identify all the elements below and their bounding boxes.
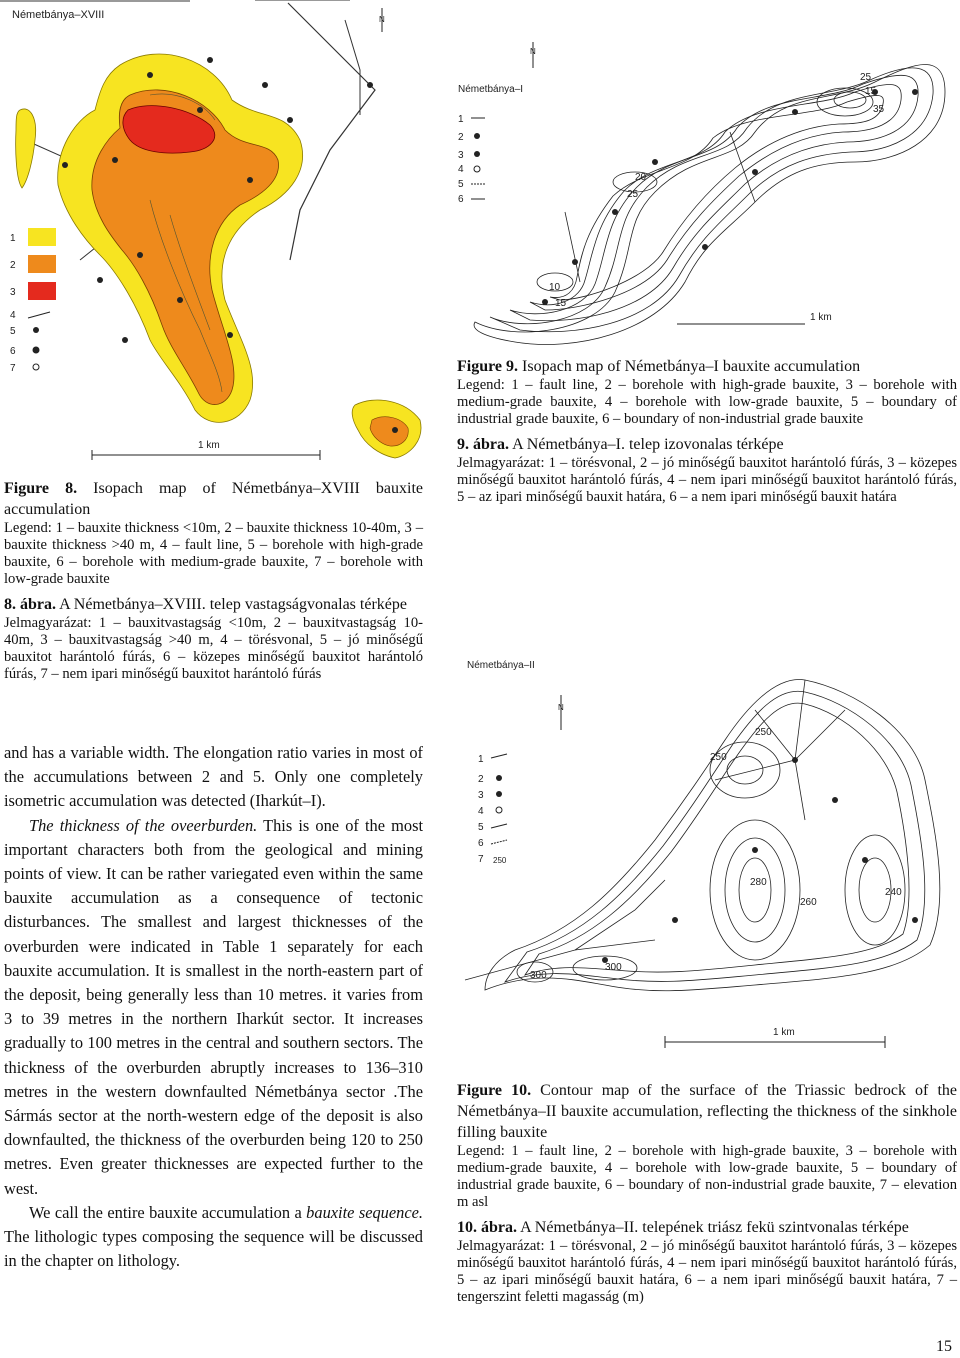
fig8-scale-label: 1 km	[198, 440, 220, 451]
fig10-legend-7: 7	[478, 854, 484, 865]
page-number: 15	[936, 1338, 952, 1355]
fig8-legend-6: 6	[10, 346, 16, 357]
body-paragraph-3	[4, 1201, 423, 1274]
fig8-legend-3: 3	[10, 287, 16, 298]
fig8-caption-label: Figure 8.	[4, 480, 78, 497]
fig10-contour-label: 240	[885, 887, 902, 898]
fig8-legend-5: 5	[10, 326, 16, 337]
fig10-legend-3: 3	[478, 790, 484, 801]
fig10-legend-1: 1	[478, 754, 484, 765]
body-paragraph-2	[4, 814, 423, 1201]
figure9-map	[455, 32, 960, 352]
body-paragraph-3-text-b: The lithologic types composing the sequence will be discussed in the chapter on lithology.	[4, 1227, 423, 1271]
fig8-legend-swatch-3	[28, 282, 56, 300]
fig10-contour-label: 300	[605, 962, 622, 973]
fig10-caption-label: Figure 10.	[457, 1082, 532, 1099]
fig9-caption-legend: Legend: 1 – fault line, 2 – borehole with high-grade bauxite, 3 – borehole with medium-grade bauxite, 4 – borehole with low-grade bauxite, 5 – boundary of industrial grade bauxite, 6 – boundary of non-industrial grade bauxite	[457, 377, 957, 427]
fig9-legend-3: 3	[458, 150, 464, 161]
figure8-map	[0, 0, 430, 470]
fig9-hu-legend: Jelmagyarázat: 1 – törésvonal, 2 – jó minőségű bauxitot harántoló fúrás, 3 – közepes minőségű bauxitot harántoló fúrás, 4 – nem ipari minőségű bauxitot harántoló fúrás, 5 – az ipari minőségű bauxit határa, 6 – a nem ipari minőségű bauxit határa	[457, 455, 957, 505]
fig10-scale-label: 1 km	[773, 1027, 795, 1038]
fig10-hu-legend: Jelmagyarázat: 1 – törésvonal, 2 – jó minőségű bauxitot harántoló fúrás, 3 – közepes minőségű bauxitot harántoló fúrás, 4 – nem ipari minőségű bauxitot harántoló fúrás, 5 – az ipari minőségű bauxit határa, 6 – a nem ipari minőségű bauxit határa, 7 – tengerszint feletti magasság (m)	[457, 1238, 957, 1305]
fig10-legend-5: 5	[478, 822, 484, 833]
fig8-legend-1: 1	[10, 233, 16, 244]
fig10-legend-2: 2	[478, 774, 484, 785]
fig10-contour-label: 300	[530, 970, 547, 981]
fig8-legend-2: 2	[10, 260, 16, 271]
fig9-map-title: Németbánya–I	[458, 84, 524, 95]
body-paragraph-3-text-a: We call the entire bauxite accumulation a	[29, 1202, 307, 1222]
fig9-contour-label: 35	[873, 104, 885, 115]
fig10-legend-4: 4	[478, 806, 484, 817]
fig10-contour-label: 260	[800, 897, 817, 908]
figure10-caption	[457, 1080, 957, 1306]
figure9-caption	[457, 356, 957, 506]
fig9-contour-label: 10	[549, 282, 561, 293]
fig8-caption-title: Isopach map of Németbánya–XVIII bauxite accumulation	[4, 480, 424, 518]
fig10-caption-title: Contour map of the surface of the Triassic bedrock of the Németbánya–II bauxite accumulation, reflecting the thickness of the sinkhole filling bauxite	[457, 1082, 958, 1141]
fig10-map-title: Németbánya–II	[467, 660, 535, 671]
fig9-caption-title: Isopach map of Németbánya–I bauxite accumulation	[518, 358, 861, 375]
body-paragraph-3-term: bauxite sequence.	[306, 1202, 423, 1222]
fig9-contour-label: 15	[555, 298, 567, 309]
body-text	[4, 741, 423, 1273]
fig8-legend-7: 7	[10, 363, 16, 374]
fig9-legend-4: 4	[458, 164, 464, 175]
fig8-hu-label: 8. ábra.	[4, 596, 56, 613]
fig8-north-arrow-icon: N	[379, 15, 385, 24]
fig10-hu-title: A Németbánya–II. telepének triász fekü szintvonalas térképe	[517, 1219, 909, 1236]
fig8-legend-swatch-1	[28, 228, 56, 246]
fig8-hu-legend: Jelmagyarázat: 1 – bauxitvastagság <10m, 2 – bauxitvastagság 10-40m, 3 – bauxitvastagság >40 m, 4 – törésvonal, 5 – jó minőségű bauxitot harántoló fúrás, 6 – közepes minőségű bauxitot harántoló fúrás, 7 – nem ipari minőségű bauxitot harántoló fúrás	[4, 615, 423, 682]
fig9-contour-label: 20	[635, 172, 647, 183]
fig10-contour-label: 280	[750, 877, 767, 888]
fig10-contour-label: 250	[755, 727, 772, 738]
fig8-legend-swatch-2	[28, 255, 56, 273]
fig9-legend-2: 2	[458, 132, 464, 143]
fig10-hu-label: 10. ábra.	[457, 1219, 517, 1236]
body-paragraph-2-heading: The thickness of the oveerburden.	[29, 815, 258, 835]
body-paragraph-1: and has a variable width. The elongation ratio varies in most of the accumulations between 2 and 5. Only one completely isometric accumulation was detected (Iharkút–I).	[4, 743, 423, 811]
fig9-legend-6: 6	[458, 194, 464, 205]
body-paragraph-2-text: This is one of the most important characters both from the geological and mining points of view. It can be rather variegated even within the same bauxite accumulation as a consequence of tectonic disturbances. The smallest and largest thicknesses of the overburden were indicated in Table 1 separately for each bauxite accumulation. It is smallest in the north-eastern part of the deposit, being generally less than 10 metres. it varies from 3 to 39 metres in the northern Iharkút sector. It increases gradually to 100 metres in the central and southern sectors. The thickness of the overburden abruptly increases to 136–310 metres in the western downfaulted Németbánya sector .The Sármás sector at the north-western edge of the deposit is also downfaulted, the thickness of the overburden being 120 to 250 metres. Even greater thicknesses are expected further to the west.	[4, 815, 423, 1198]
fig10-contour-label: 250	[710, 752, 727, 763]
fig9-legend-5: 5	[458, 179, 464, 190]
fig9-hu-title: A Németbánya–I. telep izovonalas térképe	[509, 436, 784, 453]
fig9-caption-label: Figure 9.	[457, 358, 519, 375]
fig10-caption-legend: Legend: 1 – fault line, 2 – borehole with high-grade bauxite, 3 – borehole with medium-grade bauxite, 4 – borehole with low-grade bauxite, 5 – boundary of industrial grade bauxite, 6 – boundary of non-industrial grade bauxite, 7 – elevation m asl	[457, 1143, 957, 1210]
fig10-north-arrow-icon: N	[558, 703, 564, 712]
fig8-legend-4: 4	[10, 310, 16, 321]
fig10-legend-6: 6	[478, 838, 484, 849]
fig9-scale-label: 1 km	[810, 312, 832, 323]
fig9-north-arrow-icon: N	[530, 47, 536, 56]
fig9-contour-label: 15	[865, 86, 877, 97]
fig9-hu-label: 9. ábra.	[457, 436, 509, 453]
fig8-caption-legend: Legend: 1 – bauxite thickness <10m, 2 – bauxite thickness 10-40m, 3 – bauxite thickness >40 m, 4 – fault line, 5 – borehole with high-grade bauxite, 6 – borehole with medium-grade bauxite, 7 – borehole with low-grade bauxite	[4, 520, 423, 587]
fig9-legend-1: 1	[458, 114, 464, 125]
fig9-contour-label: 25	[860, 72, 872, 83]
figure10-map	[455, 650, 960, 1070]
fig9-contour-label: 25	[627, 189, 639, 200]
figure8-caption	[4, 478, 423, 683]
fig8-map-title: Németbánya–XVIII	[12, 9, 105, 21]
fig8-hu-title: A Németbánya–XVIII. telep vastagságvonalas térképe	[56, 596, 407, 613]
fig10-legend-sample-elevation: 250	[493, 856, 507, 865]
